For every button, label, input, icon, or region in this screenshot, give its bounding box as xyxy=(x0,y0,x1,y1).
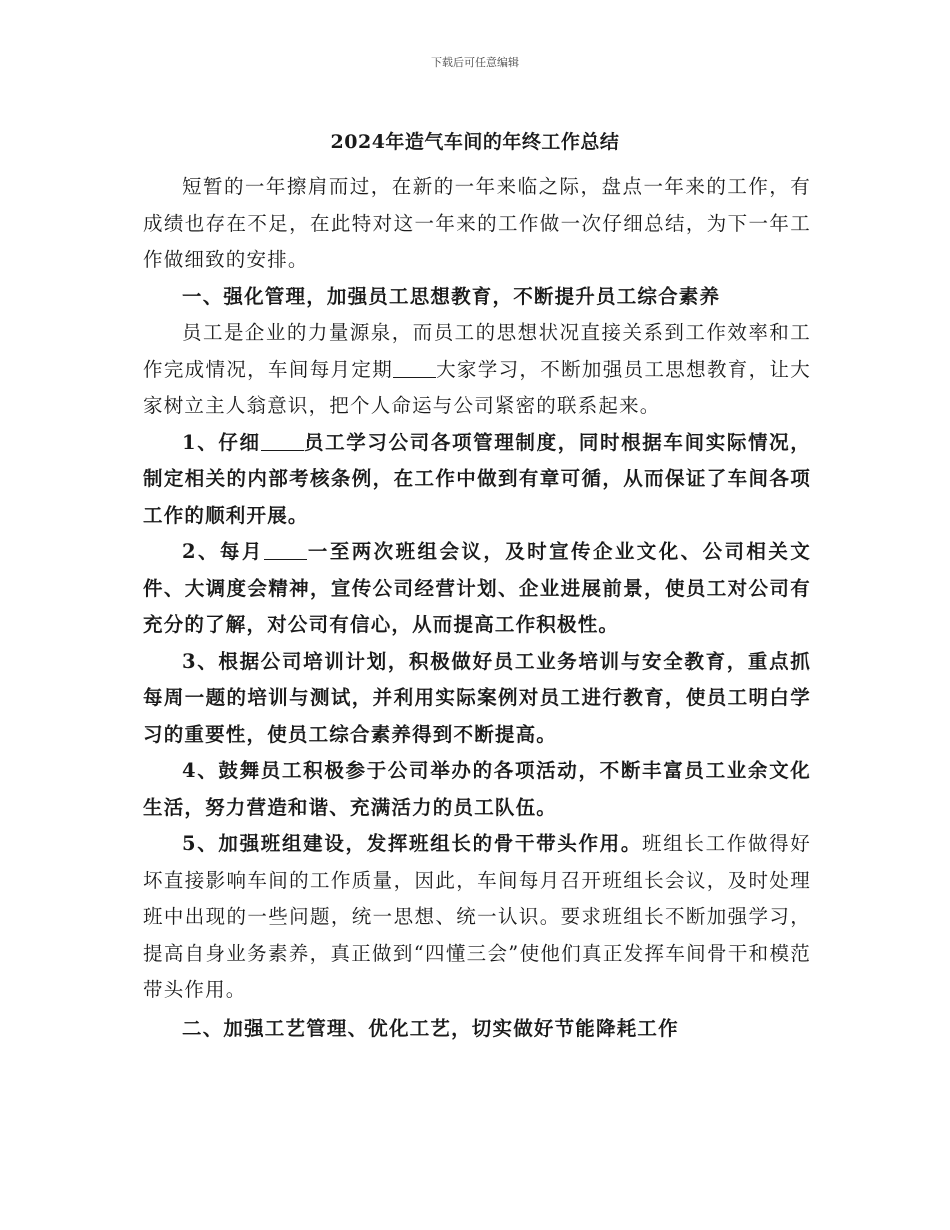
item-2-text-b: 一至两次班组会议，及时宣传企业文化、公司相关文件、大调度会精神，宣传公司经营计划、企业进展前景，使员工对公司有充分的了解，对公司有信心，从而提高工作积极性。 xyxy=(143,540,811,636)
item-5-heading: 5、加强班组建设，发挥班组长的骨干带头作用。 xyxy=(182,832,643,855)
section-1-paragraph xyxy=(143,315,811,425)
item-1 xyxy=(143,425,811,535)
item-2 xyxy=(143,534,811,644)
page-header-note: 下载后可任意编辑 xyxy=(431,56,519,69)
item-4: 4、鼓舞员工积极参于公司举办的各项活动，不断丰富员工业余文化生活，努力营造和谐、充满活力的员工队伍。 xyxy=(143,759,811,819)
blank-underline xyxy=(261,430,304,451)
section-1-text-b: 大家学习，不断加强员工思想教育，让大家树立主人翁意识，把个人命运与公司紧密的联系起来。 xyxy=(143,357,811,417)
item-5-body: 班组长工作做得好坏直接影响车间的工作质量，因此，车间每月召开班组长会议，及时处理班中出现的一些问题，统一思想、统一认识。要求班组长不断加强学习，提高自身业务素养，真正做到“四懂三会”使他们真正发挥车间骨干和模范带头作用。 xyxy=(143,832,811,1001)
item-3: 3、根据公司培训计划，积极做好员工业务培训与安全教育，重点抓每周一题的培训与测试，并利用实际案例对员工进行教育，使员工明白学习的重要性，使员工综合素养得到不断提高。 xyxy=(143,649,811,746)
blank-underline xyxy=(264,540,307,561)
section-2-heading: 二、加强工艺管理、优化工艺，切实做好节能降耗工作 xyxy=(182,1016,679,1040)
intro-paragraph: 短暂的一年擦肩而过，在新的一年来临之际，盘点一年来的工作，有成绩也存在不足，在此特对这一年来的工作做一次仔细总结，为下一年工作做细致的安排。 xyxy=(143,175,811,271)
item-5 xyxy=(143,826,811,1009)
document-title: 2024年造气车间的年终工作总结 xyxy=(330,131,620,153)
item-1-text-a: 1、仔细 xyxy=(182,430,261,454)
item-1-text-b: 员工学习公司各项管理制度，同时根据车间实际情况，制定相关的内部考核条例，在工作中做到有章可循，从而保证了车间各项工作的顺利开展。 xyxy=(143,430,811,527)
document-body xyxy=(143,169,811,1047)
section-1-heading: 一、强化管理，加强员工思想教育，不断提升员工综合素养 xyxy=(182,284,721,308)
item-2-text-a: 2、每月 xyxy=(182,540,264,563)
section-1-text-a: 员工是企业的力量源泉，而员工的思想状况直接关系到工作效率和工作完成情况，车间每月定期 xyxy=(143,321,811,381)
blank-underline xyxy=(393,357,436,378)
